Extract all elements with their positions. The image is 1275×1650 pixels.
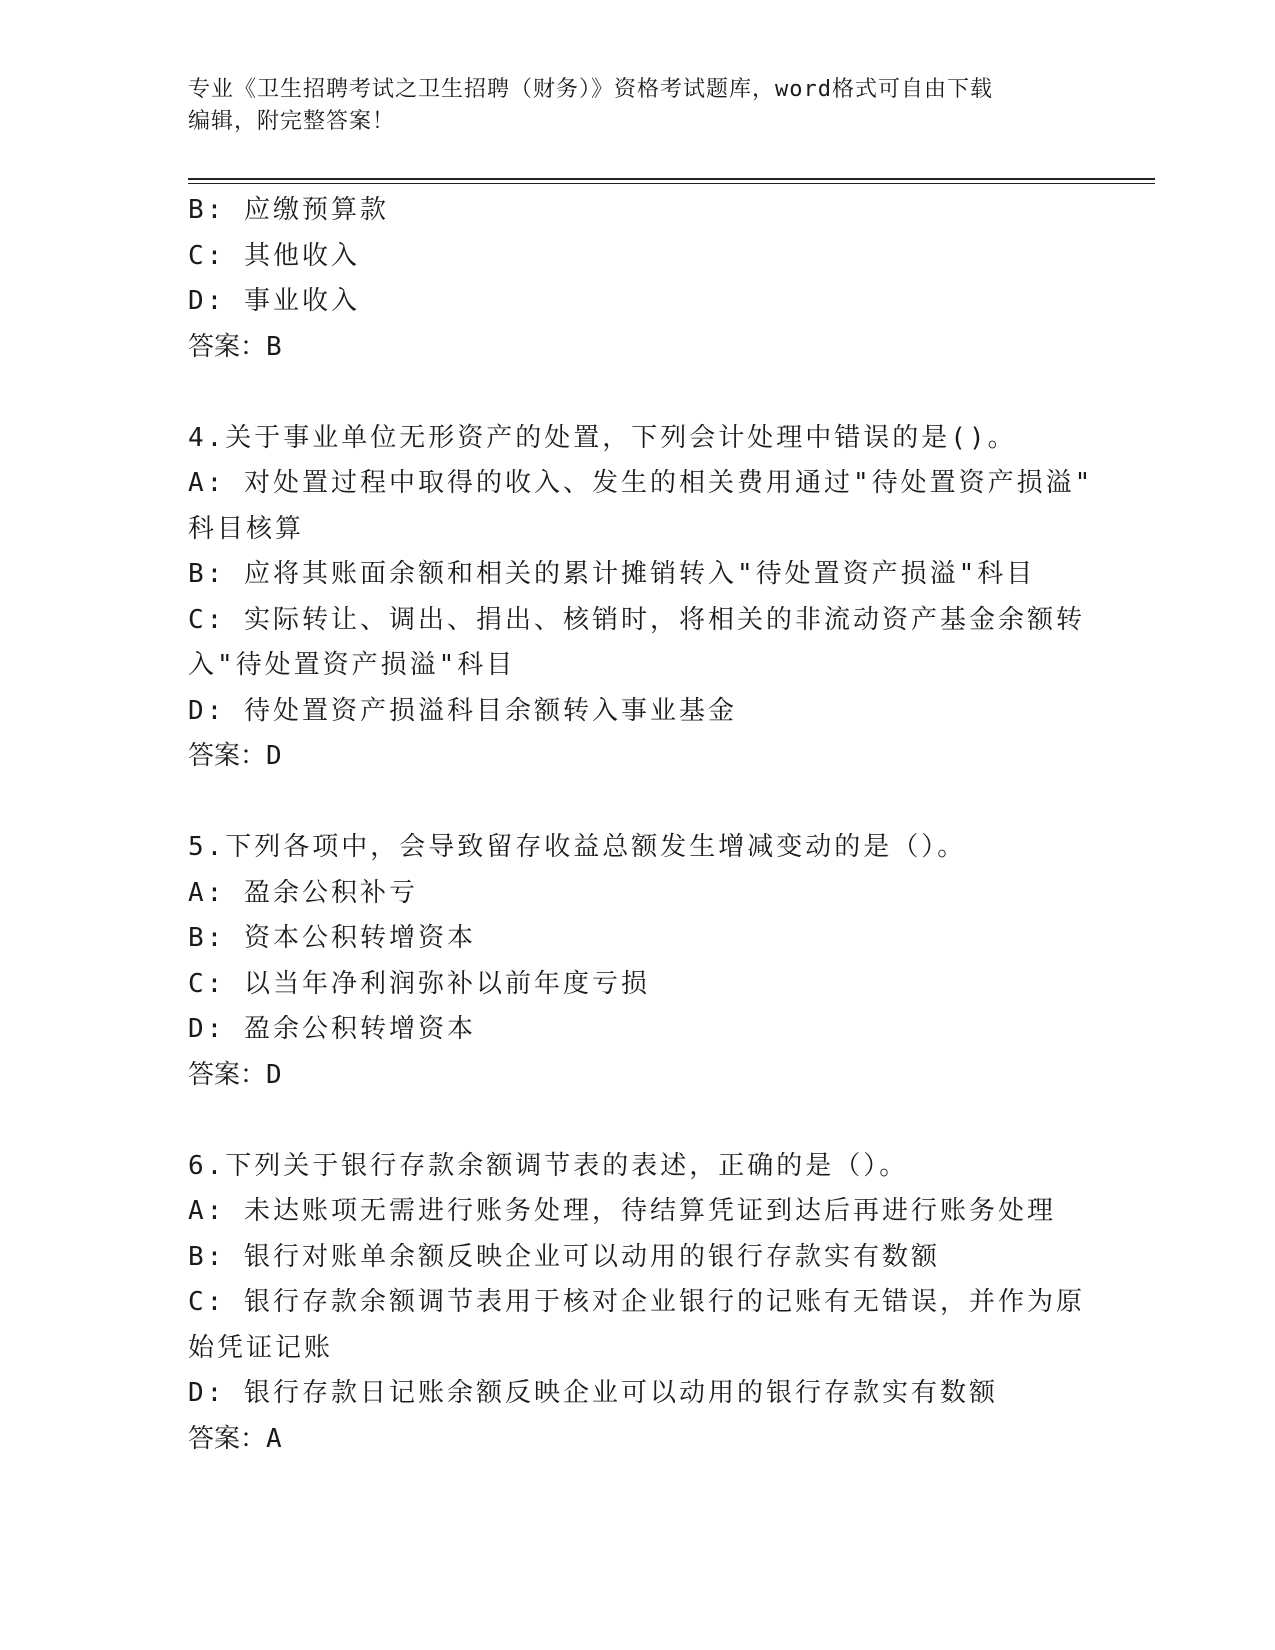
option-c-continued: 始凭证记账	[188, 1332, 334, 1363]
answer-value: D	[266, 741, 282, 771]
answer-value: D	[266, 1059, 282, 1090]
question-text: 6.下列关于银行存款余额调节表的表述，正确的是（）。	[188, 1150, 909, 1181]
answer	[188, 1053, 1088, 1099]
option-c: C: 以当年净利润弥补以前年度亏损	[188, 968, 650, 999]
header-line-1: 专业《卫生招聘考试之卫生招聘（财务）》资格考试题库，word格式可自由下载	[188, 77, 993, 102]
header-divider-thin	[188, 183, 1155, 184]
option-b: B: 应缴预算款	[188, 195, 389, 225]
option-c: C: 实际转让、调出、捐出、核销时，将相关的非流动资产基金余额转	[188, 604, 1085, 635]
spacer	[188, 370, 1088, 416]
answer	[188, 1417, 1088, 1463]
spacer	[188, 780, 1088, 826]
question-text: 4.关于事业单位无形资产的处置，下列会计处理中错误的是()。	[188, 422, 1017, 453]
option-c: C: 其他收入	[188, 240, 360, 271]
answer-label: 答案：	[188, 741, 267, 771]
option-a: A: 对处置过程中取得的收入、发生的相关费用通过"待处置资产损溢"	[188, 468, 1094, 498]
option-d: D: 银行存款日记账余额反映企业可以动用的银行存款实有数额	[188, 1378, 998, 1408]
option-a-continued: 科目核算	[188, 513, 305, 544]
question-5	[188, 825, 1088, 1098]
option-a: A: 未达账项无需进行账务处理，待结算凭证到达后再进行账务处理	[188, 1196, 1056, 1226]
answer-label: 答案：	[188, 331, 267, 362]
answer-label: 答案：	[188, 1423, 267, 1454]
question-list	[188, 188, 1094, 1462]
answer-value: A	[266, 1423, 282, 1454]
answer-label: 答案：	[188, 1059, 267, 1090]
header-divider-thick	[188, 178, 1155, 180]
option-c: C: 银行存款余额调节表用于核对企业银行的记账有无错误，并作为原	[188, 1287, 1085, 1317]
option-b: B: 银行对账单余额反映企业可以动用的银行存款实有数额	[188, 1241, 940, 1272]
question-6	[188, 1144, 1088, 1463]
document-header	[188, 74, 1068, 138]
option-d: D: 事业收入	[188, 286, 360, 316]
option-d: D: 盈余公积转增资本	[188, 1014, 476, 1044]
option-c-continued: 入"待处置资产损溢"科目	[188, 650, 516, 680]
spacer	[188, 1098, 1088, 1144]
header-line-2: 编辑，附完整答案！	[188, 109, 396, 134]
option-b: B: 应将其账面余额和相关的累计摊销转入"待处置资产损溢"科目	[188, 559, 1036, 589]
option-a: A: 盈余公积补亏	[188, 877, 418, 908]
option-d: D: 待处置资产损溢科目余额转入事业基金	[188, 695, 737, 726]
question-4	[188, 416, 1094, 780]
question-text: 5.下列各项中，会导致留存收益总额发生增减变动的是（）。	[188, 832, 967, 862]
answer	[188, 325, 1088, 371]
question-3	[188, 188, 1088, 370]
answer-value: B	[266, 331, 282, 362]
answer	[188, 734, 1088, 780]
option-b: B: 资本公积转增资本	[188, 923, 476, 953]
